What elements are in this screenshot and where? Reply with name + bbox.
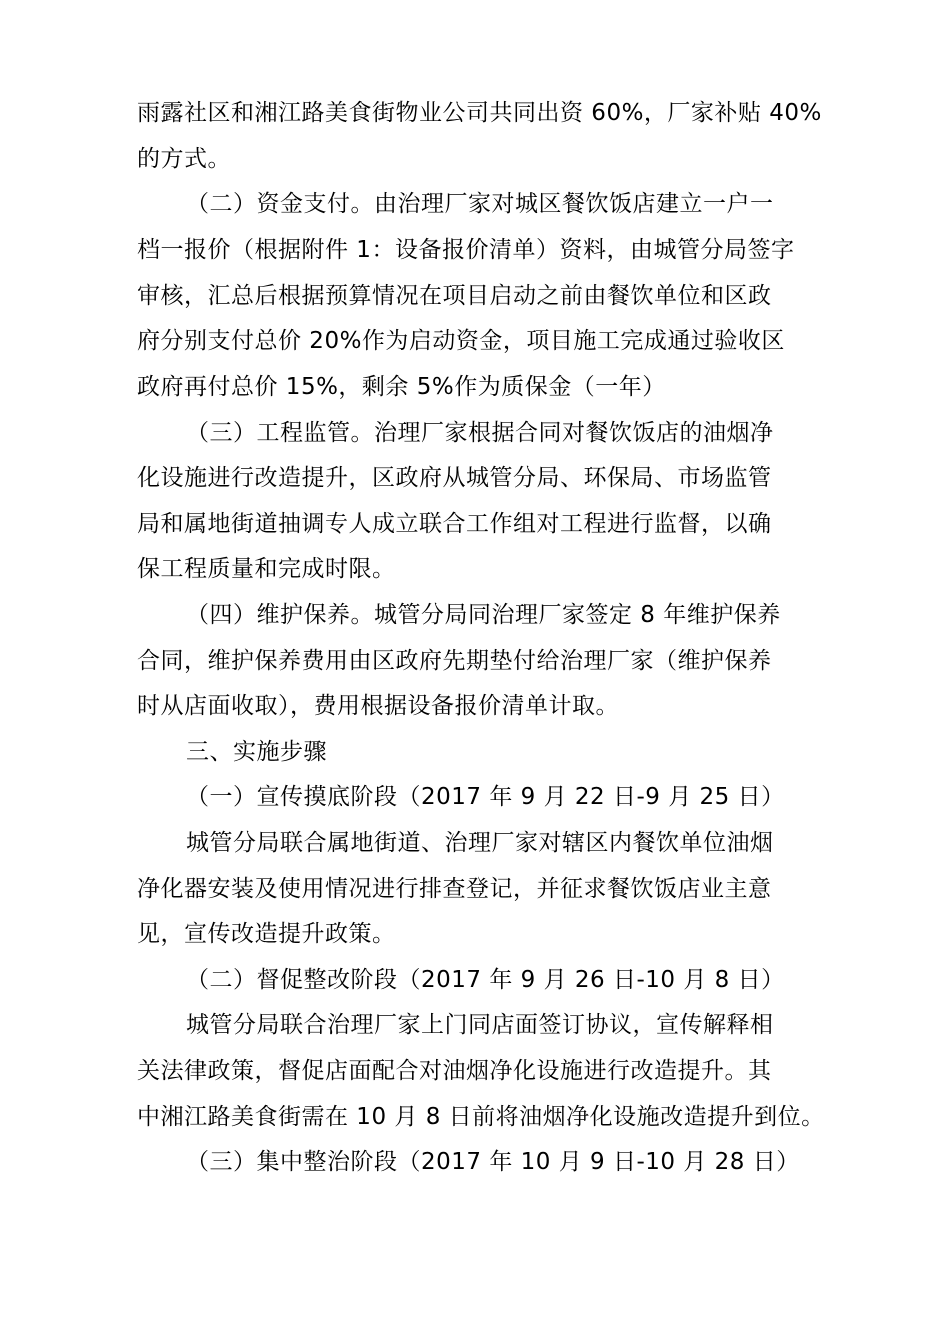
text-line: 化设施进行改造提升，区政府从城管分局、环保局、市场监管 [137,465,772,491]
text-line: 城管分局联合属地街道、治理厂家对辖区内餐饮单位油烟 [186,830,774,856]
text-line: 政府再付总价 15%，剩余 5%作为质保金（一年） [137,374,666,400]
text-line: 城管分局联合治理厂家上门同店面签订协议，宣传解释相 [186,1012,774,1038]
text-line: 局和属地街道抽调专人成立联合工作组对工程进行监督，以确 [137,511,772,537]
text-line: 合同，维护保养费用由区政府先期垫付给治理厂家（维护保养 [137,648,772,674]
text-line: 保工程质量和完成时限。 [137,556,396,582]
text-line: （四）维护保养。城管分局同治理厂家签定 8 年维护保养 [186,602,781,628]
section-heading: 三、实施步骤 [186,739,327,765]
text-line: 府分别支付总价 20%作为启动资金，项目施工完成通过验收区 [137,328,785,354]
text-line: 雨露社区和湘江路美食街物业公司共同出资 60%，厂家补贴 40% [137,100,822,126]
text-line: 档一报价（根据附件 1：设备报价清单）资料，由城管分局签字 [137,237,795,263]
text-line: 净化器安装及使用情况进行排查登记，并征求餐饮饭店业主意 [137,876,772,902]
text-line: （三）工程监管。治理厂家根据合同对餐饮饭店的油烟净 [186,420,774,446]
text-line: 见，宣传改造提升政策。 [137,921,396,947]
text-line: 时从店面收取），费用根据设备报价清单计取。 [137,693,619,719]
text-line: 关法律政策，督促店面配合对油烟净化设施进行改造提升。其 [137,1058,772,1084]
text-line: 中湘江路美食街需在 10 月 8 日前将油烟净化设施改造提升到位。 [137,1104,825,1130]
subsection-heading: （三）集中整治阶段（2017 年 10 月 9 日-10 月 28 日） [186,1149,800,1175]
subsection-heading: （二）督促整改阶段（2017 年 9 月 26 日-10 月 8 日） [186,967,785,993]
text-line: 审核，汇总后根据预算情况在项目启动之前由餐饮单位和区政 [137,283,772,309]
text-line: （二）资金支付。由治理厂家对城区餐饮饭店建立一户一 [186,191,774,217]
text-line: 的方式。 [137,146,231,172]
subsection-heading: （一）宣传摸底阶段（2017 年 9 月 22 日-9 月 25 日） [186,784,785,810]
